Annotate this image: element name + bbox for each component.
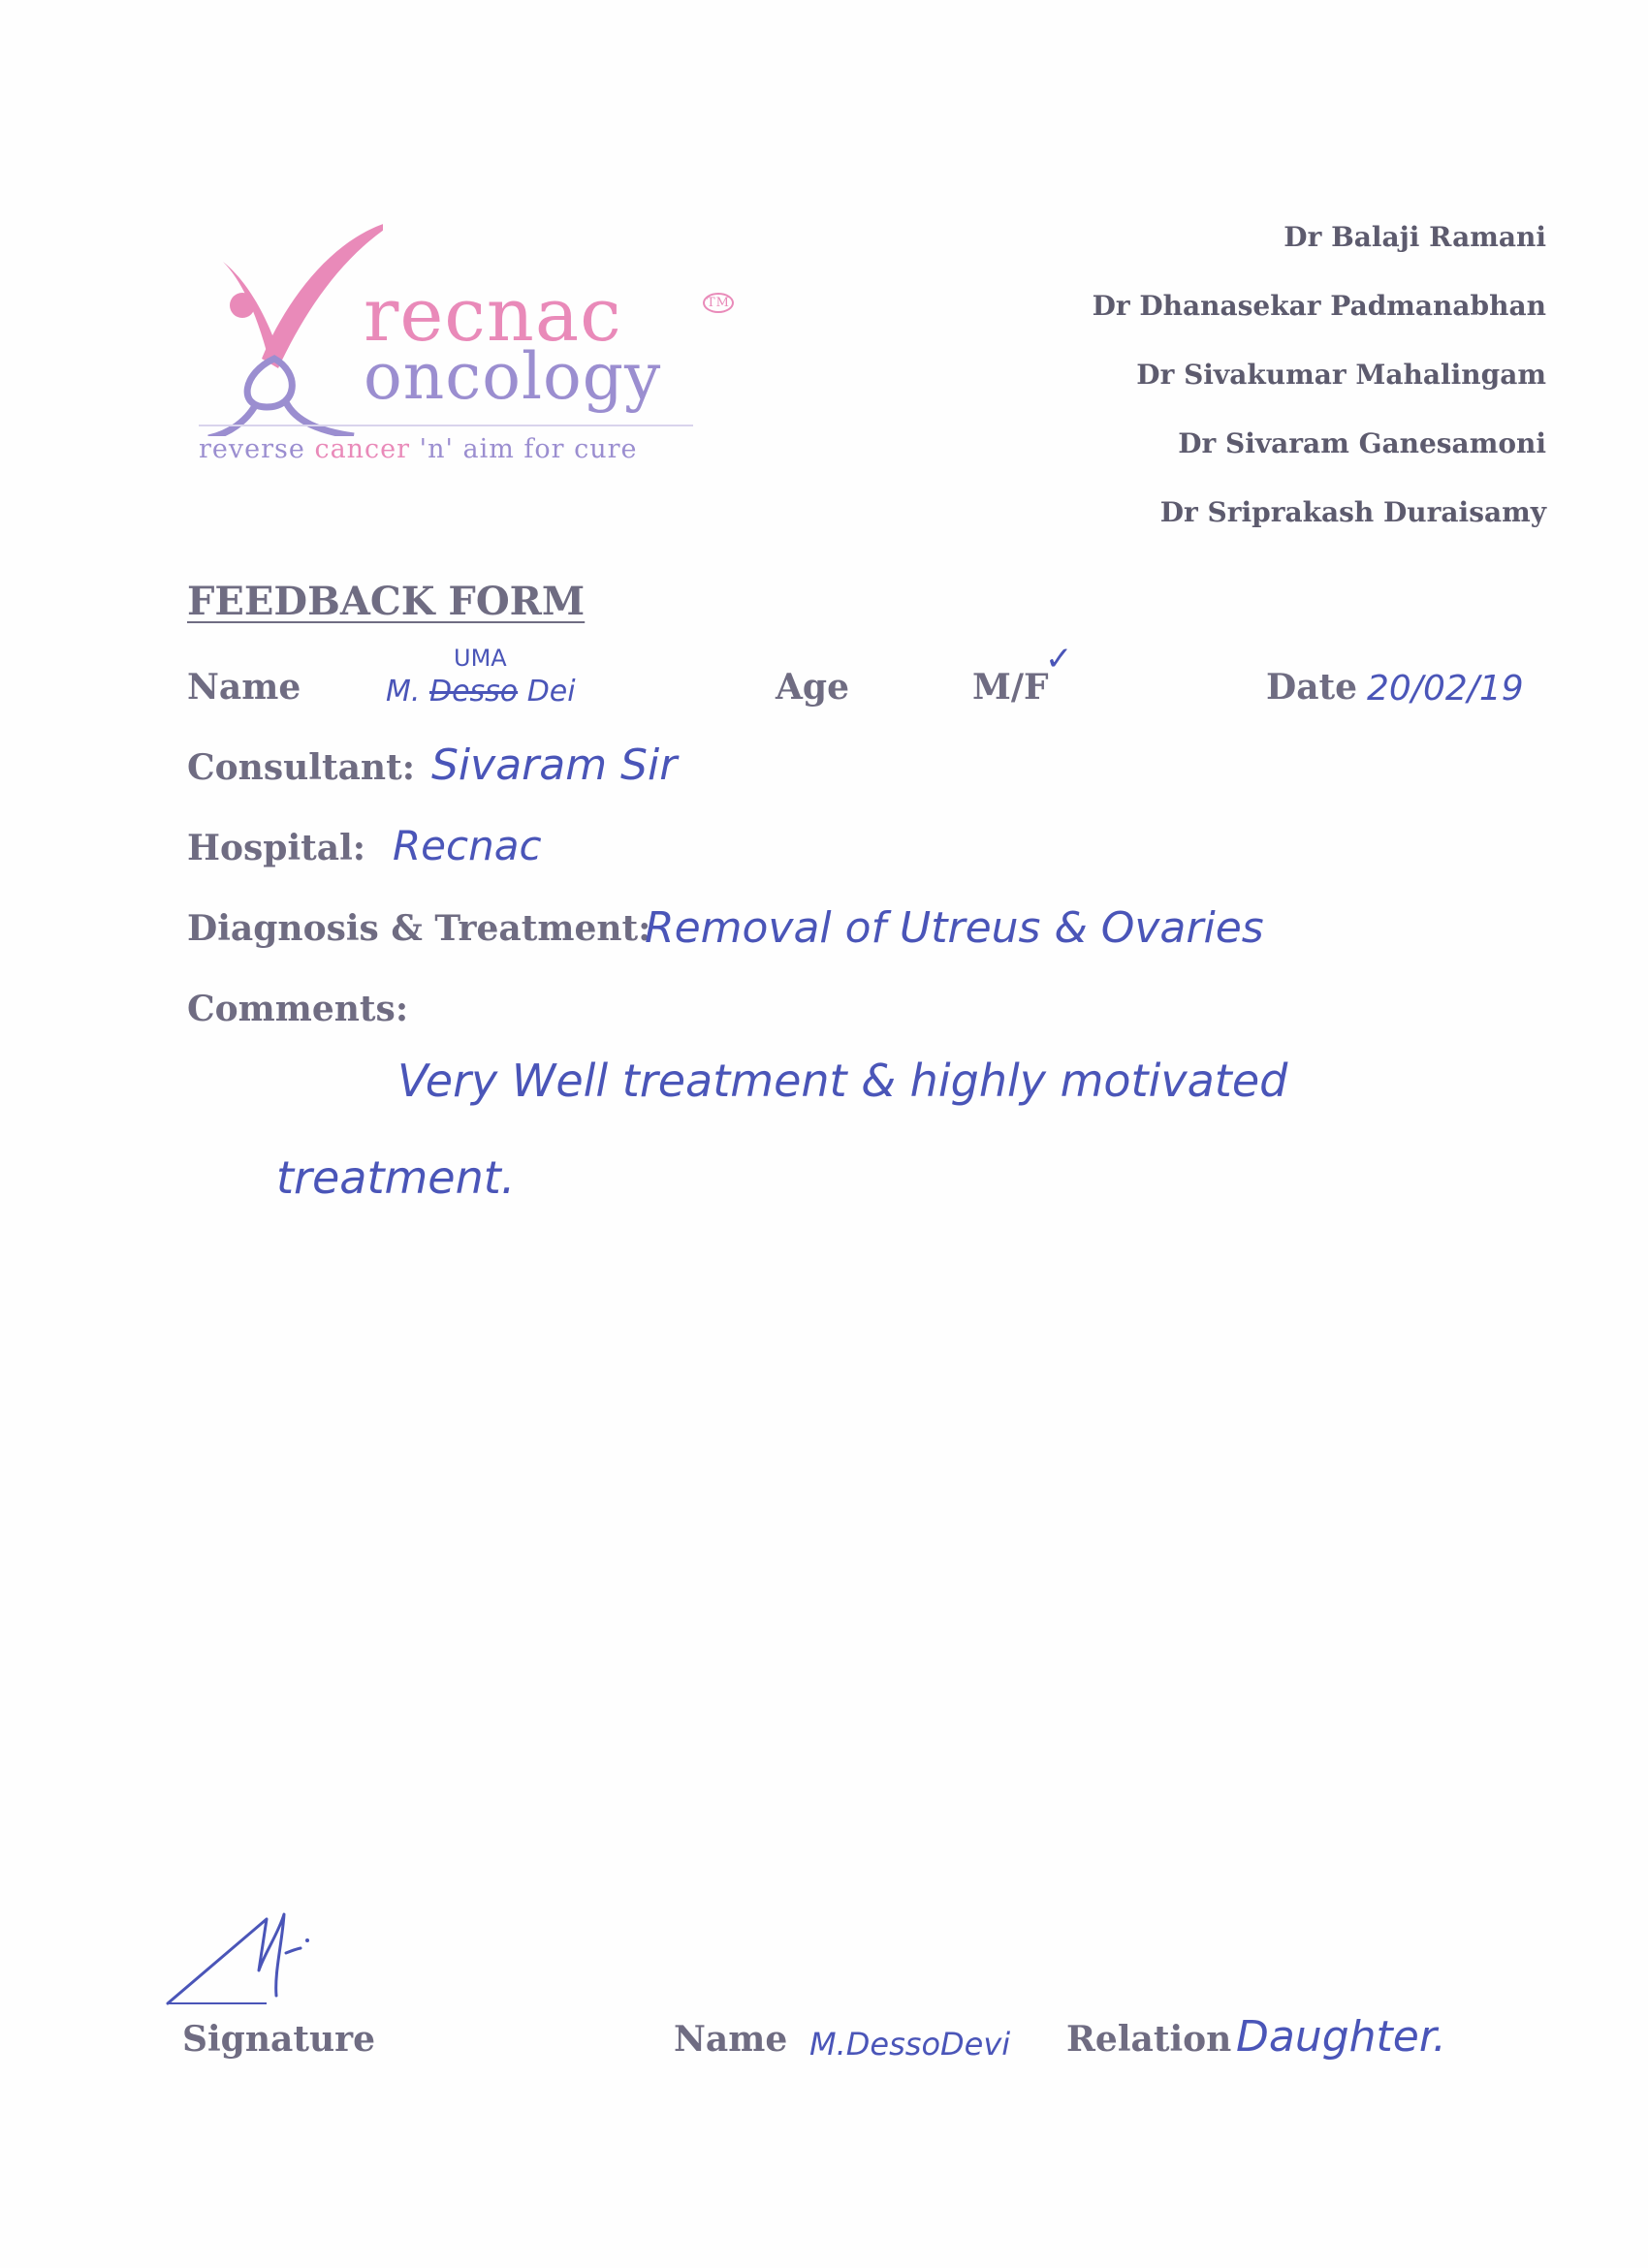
logo-word-oncology: oncology (364, 339, 662, 414)
diagnosis-value: Removal of Utreus & Ovaries (645, 903, 1264, 953)
tagline-part-3: 'n' aim for cure (410, 434, 638, 464)
form-title: FEEDBACK FORM (187, 579, 586, 624)
diagnosis-label: Diagnosis & Treatment: (187, 908, 651, 949)
tagline-part-1: reverse (199, 434, 315, 464)
doctor-name: Dr Sriprakash Duraisamy (1159, 496, 1546, 528)
doctor-name: Dr Balaji Ramani (1284, 221, 1546, 253)
hospital-label: Hospital: (187, 828, 366, 868)
doctor-name: Dr Sivakumar Mahalingam (1136, 359, 1546, 391)
recnac-oncology-logo (189, 213, 732, 475)
comments-line-2: treatment. (276, 1151, 516, 1204)
doctor-name: Dr Dhanasekar Padmanabhan (1092, 290, 1546, 322)
tagline-part-2: cancer (314, 434, 411, 464)
date-value: 20/02/19 (1367, 669, 1524, 709)
signature-label: Signature (182, 2019, 376, 2060)
hospital-value: Recnac (393, 822, 542, 869)
name-label: Name (187, 667, 301, 708)
name-prefix: M. (386, 675, 421, 709)
trademark-badge: TM (703, 293, 734, 313)
doctor-name: Dr Sivaram Ganesamoni (1178, 427, 1546, 459)
name-suffix: Dei (526, 675, 576, 709)
name-correction: UMA (454, 645, 507, 672)
signature-scribble (160, 1895, 315, 2011)
age-label: Age (776, 667, 850, 708)
relation-label: Relation (1066, 2019, 1232, 2060)
consultant-value: Sivaram Sir (431, 740, 678, 790)
comments-line-1: Very Well treatment & highly motivated (397, 1055, 1288, 1107)
logo-tagline (199, 434, 638, 464)
logo-word-recnac: recnac (364, 271, 622, 358)
date-label: Date (1266, 667, 1358, 708)
name-struck-text: Desso (428, 675, 519, 709)
name-value (386, 675, 576, 709)
logo-divider (199, 425, 693, 426)
signer-name-label: Name (674, 2019, 788, 2060)
ribbon-figure-icon (189, 213, 383, 436)
check-mark-icon: ✓ (1045, 640, 1073, 678)
comments-label: Comments: (187, 989, 409, 1029)
relation-value: Daughter. (1236, 2012, 1446, 2062)
signer-name-value: M.DessoDevi (809, 2026, 1011, 2063)
sex-label: M/F (972, 667, 1049, 708)
consultant-label: Consultant: (187, 747, 416, 788)
